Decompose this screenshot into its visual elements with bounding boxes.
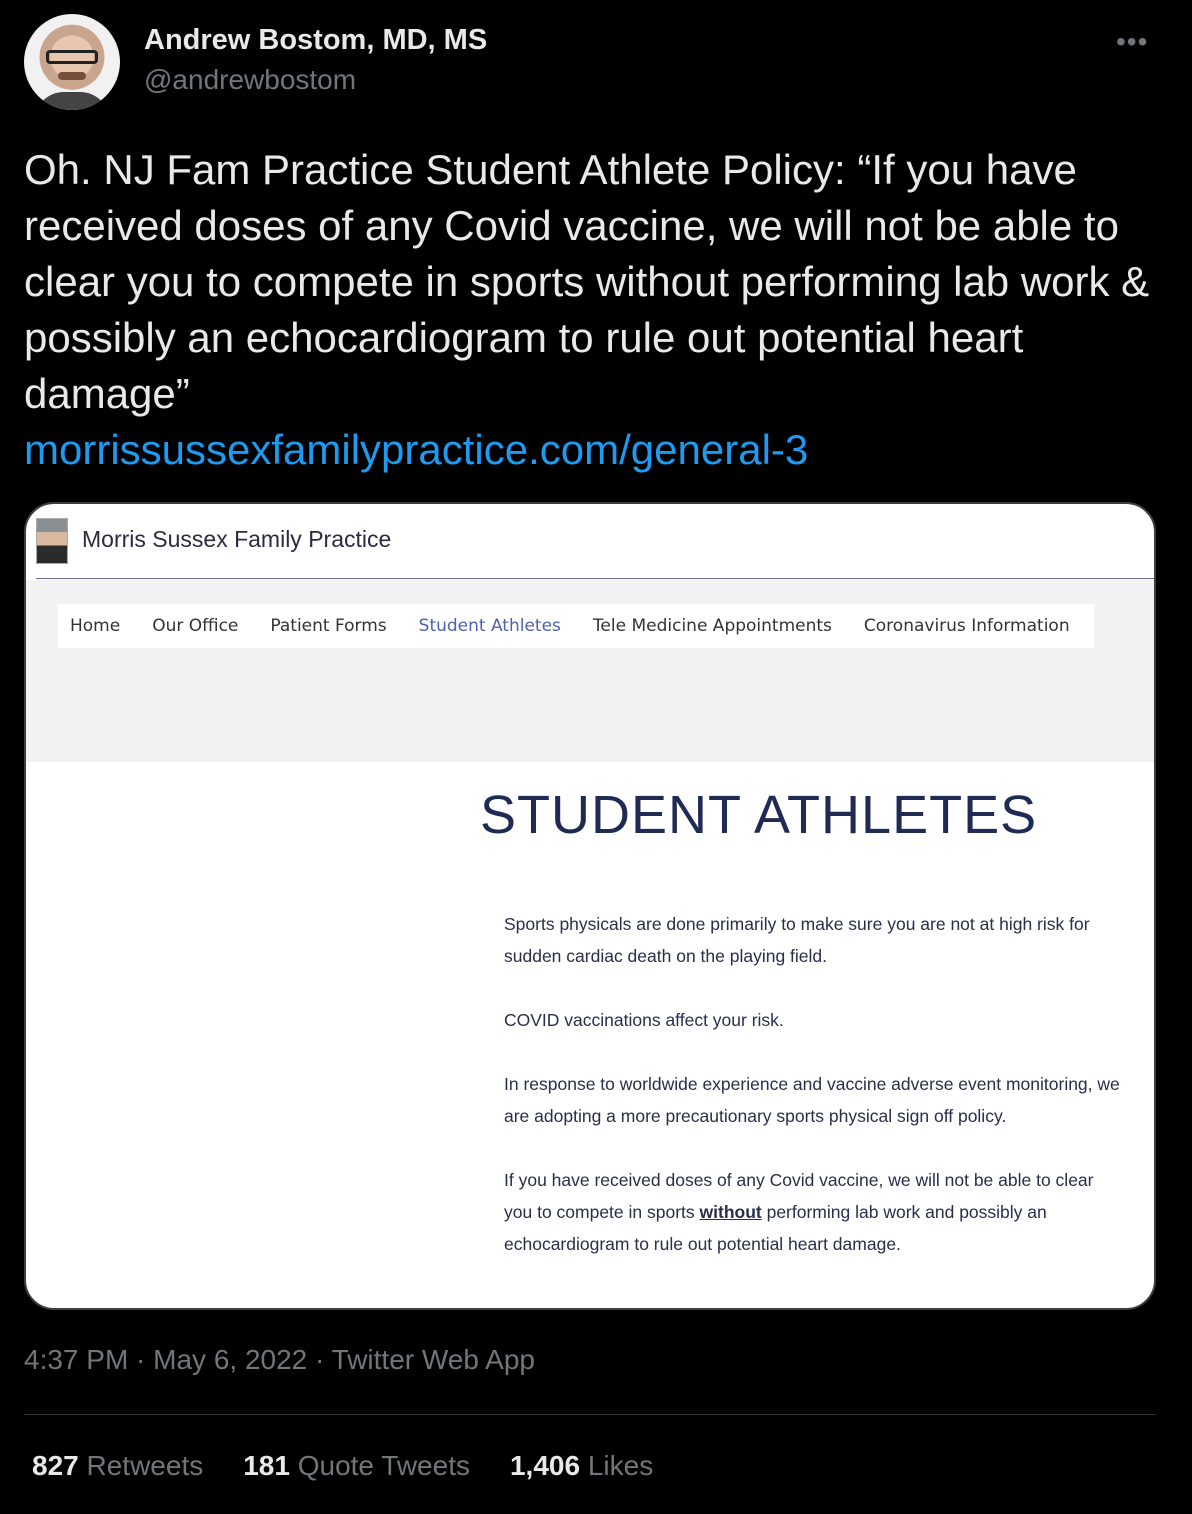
- site-title: Morris Sussex Family Practice: [82, 526, 392, 552]
- tweet-stats: [32, 1450, 693, 1482]
- avatar-shirt: [34, 92, 110, 110]
- paragraph-3: In response to worldwide experience and vaccine adverse event monitoring, we are adopting a more precautionary sports physical sign off policy.: [504, 1074, 1120, 1126]
- paragraph-4: [504, 1164, 1124, 1260]
- quote-tweets-stat[interactable]: [243, 1450, 470, 1482]
- site-logo-photo: [36, 518, 68, 564]
- quote-tweets-label: Quote Tweets: [297, 1450, 470, 1481]
- site-nav-bar: [58, 604, 1094, 648]
- site-header-divider: [36, 578, 1156, 579]
- more-options-icon[interactable]: •••: [1116, 26, 1149, 57]
- nav-home: Home: [70, 616, 121, 636]
- media-image[interactable]: [24, 502, 1156, 1310]
- paragraph-1: Sports physicals are done primarily to make sure you are not at high risk for sudden cardiac death on the playing field.: [504, 914, 1090, 966]
- retweets-label: Retweets: [86, 1450, 204, 1481]
- tweet-timestamp[interactable]: 4:37 PM · May 6, 2022 · Twitter Web App: [24, 1344, 535, 1375]
- nav-coronavirus-info: Coronavirus Information: [863, 616, 1070, 636]
- paragraph-4-end: performing lab work and possibly an echocardiogram to rule out potential heart damage.: [504, 1202, 1047, 1254]
- author-handle[interactable]: @andrewbostom: [144, 64, 357, 95]
- page-body: [504, 908, 1124, 1292]
- nav-patient-forms: Patient Forms: [270, 616, 387, 636]
- likes-label: Likes: [587, 1450, 654, 1481]
- author-avatar[interactable]: [24, 14, 120, 110]
- page-heading: STUDENT ATHLETES: [480, 785, 1038, 845]
- nav-tele-medicine: Tele Medicine Appointments: [592, 616, 832, 636]
- paragraph-4-start: If you have received doses of any Covid vaccine, we will not be able to clear you to compete in sports: [504, 1170, 1094, 1222]
- avatar-mustache: [58, 72, 86, 80]
- likes-stat[interactable]: [510, 1450, 653, 1482]
- quote-tweets-count: 181: [243, 1450, 290, 1481]
- nav-our-office: Our Office: [152, 616, 239, 636]
- paragraph-2: COVID vaccinations affect your risk.: [504, 1010, 784, 1030]
- tweet-text: Oh. NJ Fam Practice Student Athlete Policy: “If you have received doses of any Covid vaccine, we will not be able to clear you to compete in sports without performing lab work & possibly an echocardiogram to rule out potential heart damage”: [24, 146, 1150, 417]
- site-nav-band: [26, 580, 1156, 762]
- likes-count: 1,406: [509, 1450, 581, 1481]
- stats-divider: [24, 1414, 1156, 1415]
- tweet-link[interactable]: morrissussexfamilypractice.com/general-3: [24, 426, 809, 473]
- author-name[interactable]: Andrew Bostom, MD, MS: [144, 24, 488, 56]
- retweets-stat[interactable]: [32, 1450, 203, 1482]
- paragraph-4-emphasis: without: [699, 1202, 762, 1222]
- nav-student-athletes: Student Athletes: [418, 616, 561, 636]
- retweets-count: 827: [32, 1450, 79, 1481]
- avatar-glasses: [46, 50, 98, 64]
